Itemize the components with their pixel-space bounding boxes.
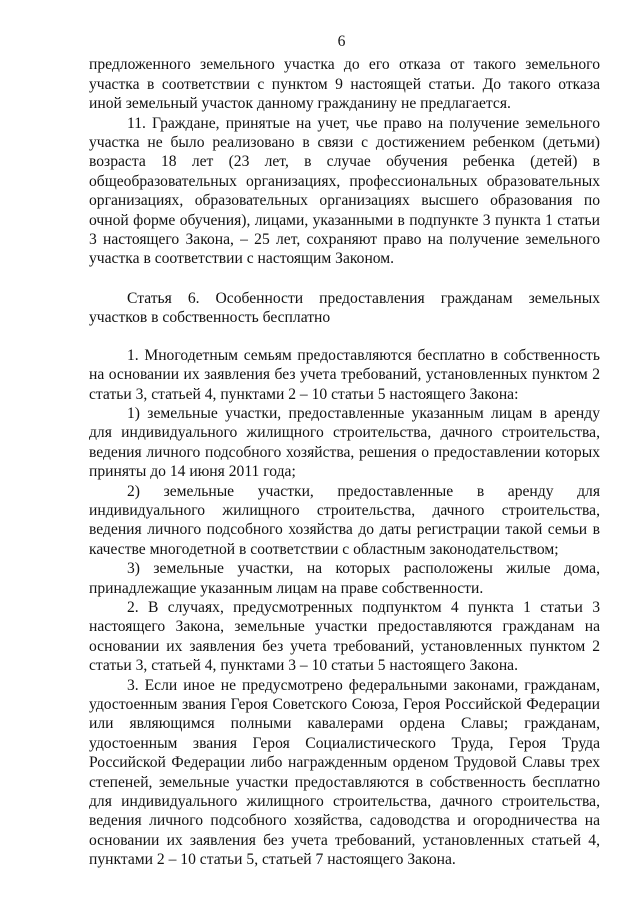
spacer <box>89 269 600 289</box>
subitem-3: 3) земельные участки, на которых расположены жилые дома, принадлежащие указанным лицам на праве собственности. <box>89 560 600 597</box>
paragraph-item-11: 11. Граждане, принятые на учет, чье право на получение земельного участка не было реализовано в связи с достижением ребенком (детьми) возраста 18 лет (23 лет, в случае обучения ребенка (детей) в общеобразовательных организациях, профессиональных образовательных организациях, образовательных организациях высшего образования по очной форме обучения), лицами, указанными в подпункте 3 пункта 1 статьи 3 настоящего Закона, – 25 лет, сохраняют право на получение земельного участка в соответствии с настоящим Законом. <box>89 114 600 268</box>
page-number: 6 <box>337 33 346 50</box>
paragraph-item-3: 3. Если иное не предусмотрено федеральными законами, гражданам, удостоенным звания Героя Советского Союза, Героя Российской Федерации или являющимся полными кавалерами ордена Славы; гражданам, удостоенным звания Героя Социалистического Труда, Героя Труда Российской Федерации либо награжденным орденом Трудовой Славы трех степеней, земельные участки предоставляются в собственность бесплатно для индивидуального жилищного строительства, дачного строительства, ведения личного подсобного хозяйства, садоводства и огородничества на основании их заявления без учета требований, установленных статьей 4, пунктами 2 – 10 статьи 5, статьей 7 настоящего Закона. <box>89 676 600 869</box>
paragraph-continuation: предложенного земельного участка до его отказа от такого земельного участка в соответствии с пунктом 9 настоящей статьи. До такого отказа иной земельный участок данному гражданину не предлагается. <box>89 56 600 113</box>
paragraph-item-2: 2. В случаях, предусмотренных подпунктом 4 пункта 1 статьи 3 настоящего Закона, земельные участки предоставляются гражданам на основании их заявления без учета требований, установленных пунктом 2 статьи 3, статьей 4, пунктами 3 – 10 статьи 5 настоящего Закона. <box>89 598 600 675</box>
spacer <box>89 328 600 346</box>
article-heading: Статья 6. Особенности предоставления гражданам земельных участков в собственность бесплатно <box>89 289 600 327</box>
subitem-1: 1) земельные участки, предоставленные указанным лицам в аренду для индивидуального жилищного строительства, дачного строительства, ведения личного подсобного хозяйства, решения о предоставлении которых приняты до 14 июня 2011 года; <box>89 404 600 481</box>
subitem-2: 2) земельные участки, предоставленные в аренду для индивидуального жилищного строительства, дачного строительства, ведения личного подсобного хозяйства до даты регистрации такой семьи в качестве многодетной в соответствии с областным законодательством; <box>89 482 600 558</box>
paragraph-item-1: 1. Многодетным семьям предоставляются бесплатно в собственность на основании их заявления без учета требований, установленных пунктом 2 статьи 3, статьей 4, пунктами 2 – 10 статьи 5 настоящего Закона: <box>89 346 600 403</box>
